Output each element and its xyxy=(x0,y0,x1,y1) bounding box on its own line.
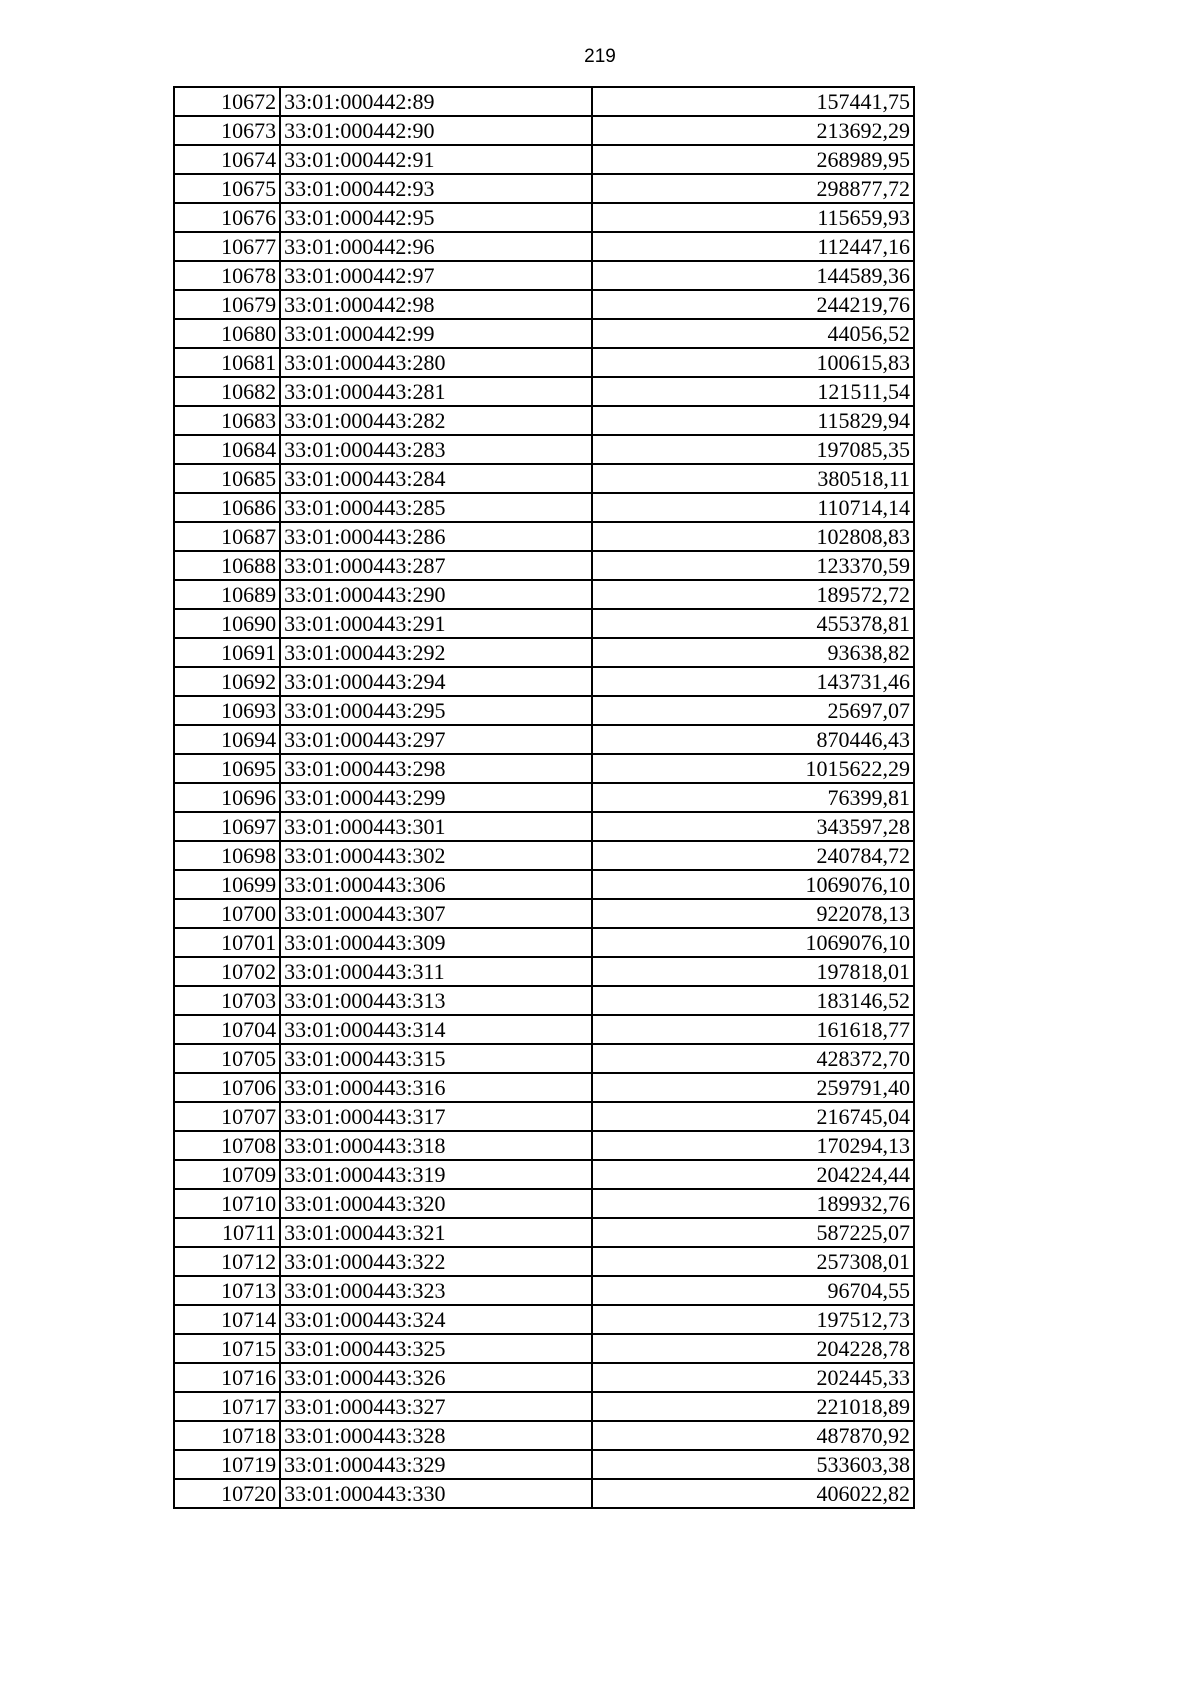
table-row xyxy=(174,203,914,232)
cadastral-value-cell: 428372,70 xyxy=(592,1044,914,1073)
cadastral-value-cell: 268989,95 xyxy=(592,145,914,174)
cadastral-value-cell: 96704,55 xyxy=(592,1276,914,1305)
cadastral-value-cell: 487870,92 xyxy=(592,1421,914,1450)
row-number-cell: 10686 xyxy=(174,493,280,522)
cadastral-value-cell: 115659,93 xyxy=(592,203,914,232)
table-row xyxy=(174,1160,914,1189)
row-number-cell: 10685 xyxy=(174,464,280,493)
cadastral-number-cell: 33:01:000442:97 xyxy=(280,261,591,290)
cadastral-value-cell: 144589,36 xyxy=(592,261,914,290)
table-row xyxy=(174,116,914,145)
row-number-cell: 10693 xyxy=(174,696,280,725)
row-number-cell: 10681 xyxy=(174,348,280,377)
row-number-cell: 10695 xyxy=(174,754,280,783)
cadastral-value-cell: 157441,75 xyxy=(592,87,914,116)
cadastral-number-cell: 33:01:000442:95 xyxy=(280,203,591,232)
cadastral-number-cell: 33:01:000443:302 xyxy=(280,841,591,870)
table-row xyxy=(174,290,914,319)
row-number-cell: 10718 xyxy=(174,1421,280,1450)
cadastral-number-cell: 33:01:000443:295 xyxy=(280,696,591,725)
cadastral-number-cell: 33:01:000443:321 xyxy=(280,1218,591,1247)
table-row xyxy=(174,87,914,116)
cadastral-value-cell: 197818,01 xyxy=(592,957,914,986)
row-number-cell: 10694 xyxy=(174,725,280,754)
row-number-cell: 10698 xyxy=(174,841,280,870)
cadastral-number-cell: 33:01:000443:323 xyxy=(280,1276,591,1305)
row-number-cell: 10675 xyxy=(174,174,280,203)
cadastral-value-cell: 216745,04 xyxy=(592,1102,914,1131)
cadastral-value-cell: 170294,13 xyxy=(592,1131,914,1160)
cadastral-number-cell: 33:01:000443:301 xyxy=(280,812,591,841)
cadastral-number-cell: 33:01:000443:314 xyxy=(280,1015,591,1044)
table-row xyxy=(174,870,914,899)
row-number-cell: 10714 xyxy=(174,1305,280,1334)
row-number-cell: 10680 xyxy=(174,319,280,348)
cadastral-value-cell: 533603,38 xyxy=(592,1450,914,1479)
table-body xyxy=(174,87,914,1508)
table-row xyxy=(174,1247,914,1276)
row-number-cell: 10702 xyxy=(174,957,280,986)
row-number-cell: 10708 xyxy=(174,1131,280,1160)
cadastral-value-cell: 406022,82 xyxy=(592,1479,914,1508)
cadastral-number-cell: 33:01:000442:89 xyxy=(280,87,591,116)
row-number-cell: 10699 xyxy=(174,870,280,899)
row-number-cell: 10707 xyxy=(174,1102,280,1131)
row-number-cell: 10704 xyxy=(174,1015,280,1044)
cadastral-number-cell: 33:01:000443:306 xyxy=(280,870,591,899)
row-number-cell: 10709 xyxy=(174,1160,280,1189)
table-row xyxy=(174,783,914,812)
cadastral-number-cell: 33:01:000443:313 xyxy=(280,986,591,1015)
cadastral-value-cell: 189572,72 xyxy=(592,580,914,609)
cadastral-value-cell: 102808,83 xyxy=(592,522,914,551)
cadastral-number-cell: 33:01:000443:311 xyxy=(280,957,591,986)
cadastral-number-cell: 33:01:000443:290 xyxy=(280,580,591,609)
cadastral-value-cell: 25697,07 xyxy=(592,696,914,725)
table-row xyxy=(174,551,914,580)
table-row xyxy=(174,696,914,725)
table-row xyxy=(174,725,914,754)
cadastral-value-cell: 143731,46 xyxy=(592,667,914,696)
cadastral-number-cell: 33:01:000443:282 xyxy=(280,406,591,435)
row-number-cell: 10719 xyxy=(174,1450,280,1479)
cadastral-value-cell: 257308,01 xyxy=(592,1247,914,1276)
cadastral-number-cell: 33:01:000443:329 xyxy=(280,1450,591,1479)
cadastral-value-cell: 197085,35 xyxy=(592,435,914,464)
cadastral-value-cell: 93638,82 xyxy=(592,638,914,667)
cadastral-number-cell: 33:01:000443:318 xyxy=(280,1131,591,1160)
table-row xyxy=(174,580,914,609)
cadastral-value-cell: 380518,11 xyxy=(592,464,914,493)
cadastral-number-cell: 33:01:000442:99 xyxy=(280,319,591,348)
row-number-cell: 10696 xyxy=(174,783,280,812)
cadastral-number-cell: 33:01:000442:93 xyxy=(280,174,591,203)
cadastral-value-cell: 213692,29 xyxy=(592,116,914,145)
table-row xyxy=(174,1015,914,1044)
cadastral-number-cell: 33:01:000443:294 xyxy=(280,667,591,696)
cadastral-number-cell: 33:01:000442:96 xyxy=(280,232,591,261)
table-row xyxy=(174,406,914,435)
cadastral-value-cell: 204224,44 xyxy=(592,1160,914,1189)
cadastral-value-cell: 343597,28 xyxy=(592,812,914,841)
cadastral-number-cell: 33:01:000443:327 xyxy=(280,1392,591,1421)
cadastral-number-cell: 33:01:000443:326 xyxy=(280,1363,591,1392)
table-row xyxy=(174,232,914,261)
cadastral-number-cell: 33:01:000443:320 xyxy=(280,1189,591,1218)
table-row xyxy=(174,1218,914,1247)
table-row xyxy=(174,1479,914,1508)
row-number-cell: 10705 xyxy=(174,1044,280,1073)
cadastral-value-cell: 587225,07 xyxy=(592,1218,914,1247)
table-row xyxy=(174,493,914,522)
cadastral-number-cell: 33:01:000443:283 xyxy=(280,435,591,464)
cadastral-number-cell: 33:01:000443:284 xyxy=(280,464,591,493)
cadastral-number-cell: 33:01:000443:315 xyxy=(280,1044,591,1073)
cadastral-value-cell: 197512,73 xyxy=(592,1305,914,1334)
cadastral-value-cell: 115829,94 xyxy=(592,406,914,435)
cadastral-value-cell: 100615,83 xyxy=(592,348,914,377)
cadastral-value-cell: 121511,54 xyxy=(592,377,914,406)
cadastral-number-cell: 33:01:000443:330 xyxy=(280,1479,591,1508)
row-number-cell: 10701 xyxy=(174,928,280,957)
row-number-cell: 10720 xyxy=(174,1479,280,1508)
row-number-cell: 10700 xyxy=(174,899,280,928)
row-number-cell: 10676 xyxy=(174,203,280,232)
table-row xyxy=(174,928,914,957)
cadastral-value-cell: 183146,52 xyxy=(592,986,914,1015)
cadastral-number-cell: 33:01:000443:317 xyxy=(280,1102,591,1131)
table-row xyxy=(174,812,914,841)
row-number-cell: 10690 xyxy=(174,609,280,638)
cadastral-value-cell: 244219,76 xyxy=(592,290,914,319)
table-row xyxy=(174,957,914,986)
table-row xyxy=(174,1363,914,1392)
table-row xyxy=(174,1450,914,1479)
cadastral-number-cell: 33:01:000443:291 xyxy=(280,609,591,638)
cadastral-value-cell: 76399,81 xyxy=(592,783,914,812)
cadastral-number-cell: 33:01:000443:325 xyxy=(280,1334,591,1363)
table-row xyxy=(174,319,914,348)
cadastral-value-cell: 240784,72 xyxy=(592,841,914,870)
table-row xyxy=(174,464,914,493)
cadastral-number-cell: 33:01:000443:287 xyxy=(280,551,591,580)
cadastral-number-cell: 33:01:000443:292 xyxy=(280,638,591,667)
row-number-cell: 10711 xyxy=(174,1218,280,1247)
row-number-cell: 10703 xyxy=(174,986,280,1015)
cadastral-number-cell: 33:01:000443:299 xyxy=(280,783,591,812)
cadastral-value-cell: 298877,72 xyxy=(592,174,914,203)
cadastral-number-cell: 33:01:000442:90 xyxy=(280,116,591,145)
table-row xyxy=(174,377,914,406)
cadastral-number-cell: 33:01:000443:328 xyxy=(280,1421,591,1450)
page-number: 219 xyxy=(584,46,616,67)
cadastral-number-cell: 33:01:000443:324 xyxy=(280,1305,591,1334)
cadastral-value-cell: 110714,14 xyxy=(592,493,914,522)
cadastral-value-table xyxy=(173,86,915,1509)
cadastral-value-cell: 455378,81 xyxy=(592,609,914,638)
cadastral-number-cell: 33:01:000443:322 xyxy=(280,1247,591,1276)
cadastral-value-cell: 1015622,29 xyxy=(592,754,914,783)
table-row xyxy=(174,899,914,928)
table-row xyxy=(174,1276,914,1305)
cadastral-value-cell: 202445,33 xyxy=(592,1363,914,1392)
cadastral-value-cell: 870446,43 xyxy=(592,725,914,754)
row-number-cell: 10717 xyxy=(174,1392,280,1421)
row-number-cell: 10691 xyxy=(174,638,280,667)
table-row xyxy=(174,754,914,783)
row-number-cell: 10716 xyxy=(174,1363,280,1392)
cadastral-value-cell: 189932,76 xyxy=(592,1189,914,1218)
row-number-cell: 10677 xyxy=(174,232,280,261)
row-number-cell: 10697 xyxy=(174,812,280,841)
row-number-cell: 10710 xyxy=(174,1189,280,1218)
row-number-cell: 10712 xyxy=(174,1247,280,1276)
table-row xyxy=(174,174,914,203)
cadastral-number-cell: 33:01:000443:297 xyxy=(280,725,591,754)
table-row xyxy=(174,1131,914,1160)
row-number-cell: 10684 xyxy=(174,435,280,464)
row-number-cell: 10687 xyxy=(174,522,280,551)
row-number-cell: 10673 xyxy=(174,116,280,145)
cadastral-number-cell: 33:01:000442:91 xyxy=(280,145,591,174)
cadastral-value-cell: 123370,59 xyxy=(592,551,914,580)
table-row xyxy=(174,986,914,1015)
table-row xyxy=(174,435,914,464)
cadastral-number-cell: 33:01:000443:316 xyxy=(280,1073,591,1102)
table-row xyxy=(174,638,914,667)
table-row xyxy=(174,1189,914,1218)
cadastral-number-cell: 33:01:000443:281 xyxy=(280,377,591,406)
cadastral-number-cell: 33:01:000443:280 xyxy=(280,348,591,377)
cadastral-number-cell: 33:01:000443:298 xyxy=(280,754,591,783)
row-number-cell: 10706 xyxy=(174,1073,280,1102)
table-row xyxy=(174,145,914,174)
row-number-cell: 10674 xyxy=(174,145,280,174)
cadastral-number-cell: 33:01:000443:285 xyxy=(280,493,591,522)
cadastral-value-cell: 1069076,10 xyxy=(592,928,914,957)
cadastral-number-cell: 33:01:000443:319 xyxy=(280,1160,591,1189)
row-number-cell: 10679 xyxy=(174,290,280,319)
cadastral-value-cell: 221018,89 xyxy=(592,1392,914,1421)
table-row xyxy=(174,261,914,290)
cadastral-value-cell: 112447,16 xyxy=(592,232,914,261)
table-row xyxy=(174,1334,914,1363)
table-row xyxy=(174,609,914,638)
cadastral-value-cell: 259791,40 xyxy=(592,1073,914,1102)
row-number-cell: 10689 xyxy=(174,580,280,609)
table-row xyxy=(174,522,914,551)
cadastral-number-cell: 33:01:000443:309 xyxy=(280,928,591,957)
cadastral-number-cell: 33:01:000443:286 xyxy=(280,522,591,551)
table-row xyxy=(174,841,914,870)
row-number-cell: 10678 xyxy=(174,261,280,290)
cadastral-number-cell: 33:01:000442:98 xyxy=(280,290,591,319)
row-number-cell: 10683 xyxy=(174,406,280,435)
table-row xyxy=(174,1073,914,1102)
table-row xyxy=(174,1044,914,1073)
cadastral-value-cell: 44056,52 xyxy=(592,319,914,348)
row-number-cell: 10688 xyxy=(174,551,280,580)
cadastral-number-cell: 33:01:000443:307 xyxy=(280,899,591,928)
cadastral-value-cell: 204228,78 xyxy=(592,1334,914,1363)
row-number-cell: 10692 xyxy=(174,667,280,696)
table-row xyxy=(174,348,914,377)
cadastral-value-cell: 1069076,10 xyxy=(592,870,914,899)
table-row xyxy=(174,1102,914,1131)
table-row xyxy=(174,1392,914,1421)
table-row xyxy=(174,1421,914,1450)
row-number-cell: 10672 xyxy=(174,87,280,116)
row-number-cell: 10713 xyxy=(174,1276,280,1305)
row-number-cell: 10682 xyxy=(174,377,280,406)
row-number-cell: 10715 xyxy=(174,1334,280,1363)
cadastral-value-cell: 161618,77 xyxy=(592,1015,914,1044)
cadastral-value-cell: 922078,13 xyxy=(592,899,914,928)
table-row xyxy=(174,1305,914,1334)
table-row xyxy=(174,667,914,696)
